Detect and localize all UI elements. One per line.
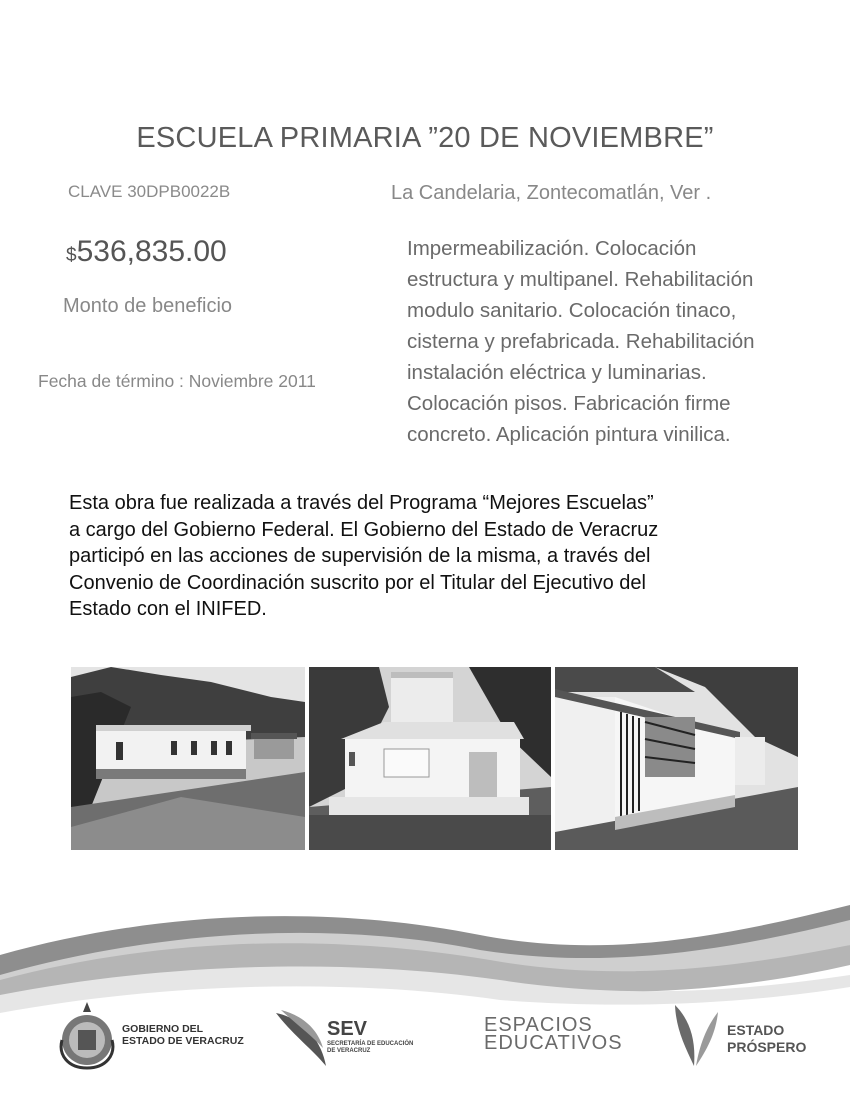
completion-date: Fecha de término : Noviembre 2011 bbox=[38, 371, 316, 391]
page-title: ESCUELA PRIMARIA ”20 DE NOVIEMBRE” bbox=[136, 122, 714, 154]
works-line: Impermeabilización. Colocación bbox=[407, 237, 697, 260]
espacios-line: EDUCATIVOS bbox=[484, 1032, 623, 1054]
school-location: La Candelaria, Zontecomatlán, Ver . bbox=[391, 182, 712, 204]
sanitary-module-photo bbox=[309, 667, 551, 850]
estado-line: ESTADO bbox=[727, 1022, 785, 1038]
benefit-label: Monto de beneficio bbox=[63, 295, 233, 317]
espacios-line: ESPACIOS bbox=[484, 1014, 593, 1036]
works-line: instalación eléctrica y luminarias. bbox=[407, 361, 707, 384]
paragraph-line: Estado con el INIFED. bbox=[69, 598, 267, 620]
works-description bbox=[407, 233, 837, 450]
currency-symbol: $ bbox=[66, 245, 77, 266]
estado-line: PRÓSPERO bbox=[727, 1039, 807, 1055]
estado-prospero-logo bbox=[727, 1022, 806, 1056]
works-line: estructura y multipanel. Rehabilitación bbox=[407, 268, 754, 291]
gobierno-line: GOBIERNO DEL bbox=[122, 1023, 204, 1035]
sev-sub-line: SECRETARÍA DE EDUCACIÓN bbox=[327, 1041, 414, 1047]
gobierno-line: ESTADO DE VERACRUZ bbox=[122, 1035, 244, 1047]
veracruz-seal-icon bbox=[58, 1000, 116, 1070]
school-key: CLAVE 30DPB0022B bbox=[68, 182, 231, 201]
works-line: concreto. Aplicación pintura vinilica. bbox=[407, 423, 731, 446]
sev-name: SEV bbox=[327, 1018, 368, 1040]
sev-sub-line: DE VERACRUZ bbox=[327, 1048, 371, 1054]
paragraph-line: participó en las acciones de supervisión de la misma, a través del bbox=[69, 545, 651, 567]
paragraph-line: Convenio de Coordinación suscrito por el Titular del Ejecutivo del bbox=[69, 571, 646, 594]
sev-logo bbox=[327, 1018, 413, 1055]
decorative-wave bbox=[0, 905, 850, 1015]
program-paragraph bbox=[69, 490, 829, 623]
benefit-amount bbox=[66, 235, 227, 269]
amount-value: 536,835.00 bbox=[76, 235, 227, 268]
gobierno-logo-text bbox=[122, 1023, 244, 1047]
paragraph-line: a cargo del Gobierno Federal. El Gobierno del Estado de Veracruz bbox=[69, 518, 659, 541]
classroom-photo bbox=[555, 667, 798, 850]
works-line: modulo sanitario. Colocación tinaco, bbox=[407, 299, 737, 322]
works-line: cisterna y prefabricada. Rehabilitación bbox=[407, 330, 755, 353]
espacios-educativos-logo bbox=[484, 1016, 623, 1052]
works-line: Colocación pisos. Fabricación firme bbox=[407, 392, 731, 415]
sev-swoosh-icon bbox=[276, 1008, 331, 1068]
paragraph-line: Esta obra fue realizada a través del Programa “Mejores Escuelas” bbox=[69, 492, 654, 514]
estado-prospero-icon bbox=[670, 1000, 722, 1068]
school-building-photo bbox=[71, 667, 305, 850]
